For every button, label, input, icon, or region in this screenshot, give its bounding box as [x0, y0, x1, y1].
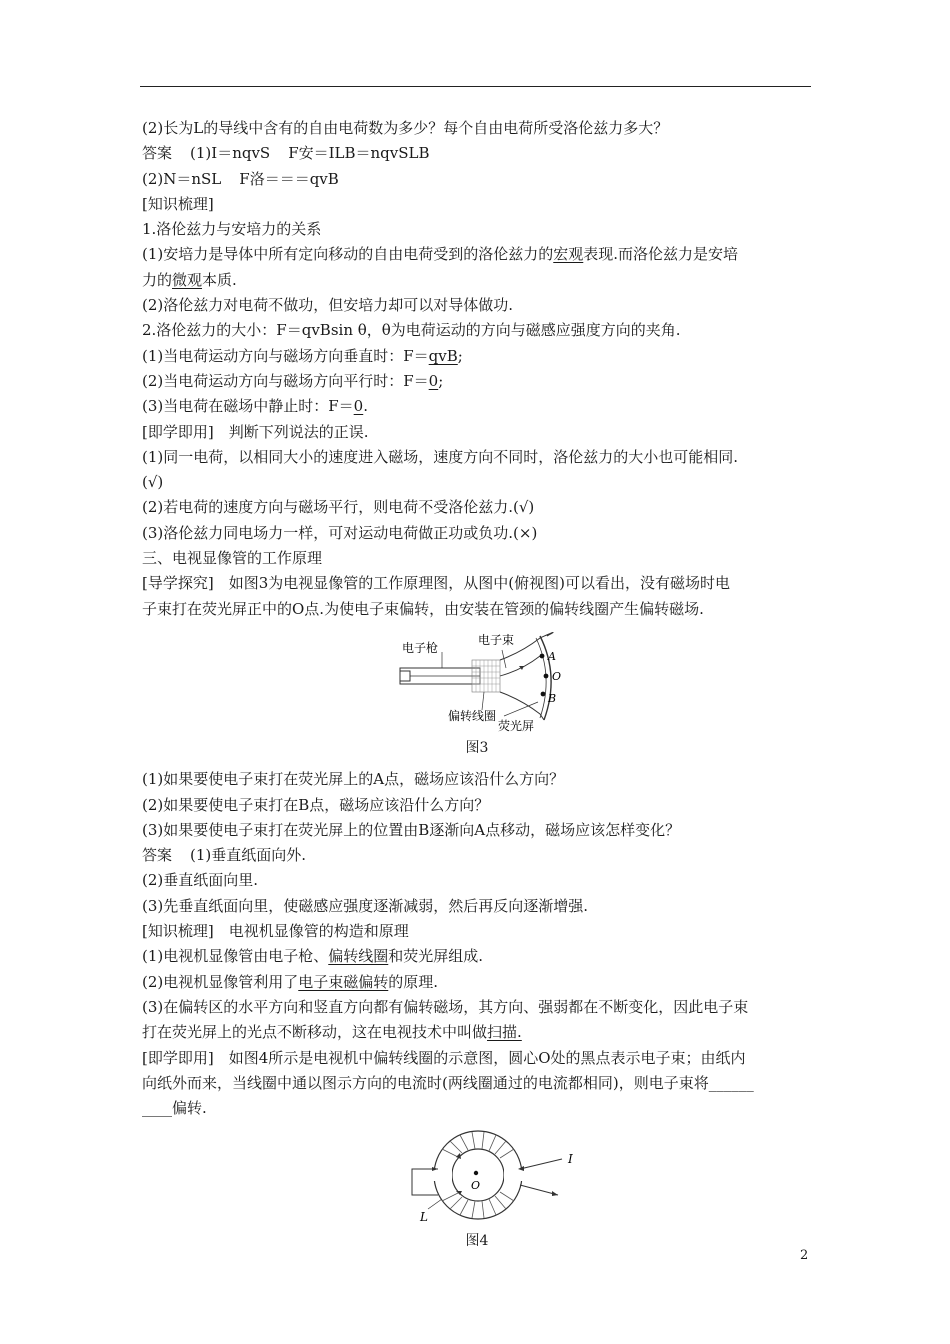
- header-rule: [140, 86, 811, 87]
- magnitude-line-1: (1)当电荷运动方向与磁场方向垂直时：F＝qvB;: [142, 346, 463, 365]
- label-O: O: [552, 669, 562, 683]
- magnitude-line-2: (2)当电荷运动方向与磁场方向平行时：F＝0;: [142, 371, 444, 390]
- section-3-heading: 三、电视显像管的工作原理: [142, 549, 323, 568]
- guide-explore-2: 子束打在荧光屏正中的O点.为使电子束偏转，由安装在管颈的偏转线圈产生偏转磁场.: [142, 599, 704, 618]
- deflection-coil-diagram: [142, 1129, 812, 1227]
- label-screen: 荧光屏: [498, 718, 535, 733]
- guide-explore-1: [导学探究] 如图3为电视显像管的工作原理图，从图中(俯视图)可以看出，没有磁场时电: [142, 574, 730, 593]
- relation-line-2: (2)洛伦兹力对电荷不做功，但安培力却可以对导体做功.: [142, 296, 514, 315]
- practice-1-item-3: (3)洛伦兹力同电场力一样，可对运动电荷做正功或负功.(×): [142, 523, 538, 542]
- page-body: [142, 116, 812, 1261]
- crt-scan-1: (3)在偏转区的水平方向和竖直方向都有偏转磁场，其方向、强弱都在不断变化，因此电子束: [142, 997, 749, 1016]
- question-2: (2)长为L的导线中含有的自由电荷数为多少？每个自由电荷所受洛伦兹力多大？: [142, 119, 669, 137]
- practice-1-item-1-mark: (√): [142, 473, 164, 492]
- heading-magnitude: 2.洛伦兹力的大小：F＝qvBsin θ，θ为电荷运动的方向与磁感应强度方向的夹角.: [142, 321, 681, 340]
- label-gun: 电子枪: [402, 640, 439, 655]
- question-3b: (2)如果要使电子束打在B点，磁场应该沿什么方向？: [142, 795, 490, 814]
- question-3a: (1)如果要使电子束打在荧光屏上的A点，磁场应该沿什么方向？: [142, 770, 565, 789]
- label-L: L: [420, 1210, 428, 1225]
- practice-heading-2: [即学即用] 如图4所示是电视机中偏转线圈的示意图，圆心O处的黑点表示电子束；由纸内: [142, 1048, 746, 1067]
- label-A: A: [548, 649, 556, 663]
- practice-1-item-2: (2)若电荷的速度方向与磁场平行，则电荷不受洛伦兹力.(√): [142, 498, 535, 517]
- answer-2-line: (2)N＝nSL F洛＝＝＝qvB: [142, 169, 339, 188]
- answer-3c: (3)先垂直纸面向里，使磁感应强度逐渐减弱，然后再反向逐渐增强.: [142, 896, 589, 915]
- crt-scan-2: 打在荧光屏上的光点不断移动，这在电视技术中叫做扫描.: [142, 1023, 522, 1042]
- figure-4: [142, 1129, 812, 1227]
- label-beam: 电子束: [478, 632, 515, 647]
- crt-diagram: [142, 630, 812, 734]
- answer-1-line: 答案 (1)I＝nqvS F安＝ILB＝nqvSLB: [142, 144, 430, 163]
- crt-principle: (2)电视机显像管利用了电子束磁偏转的原理.: [142, 972, 439, 991]
- page-number: 2: [800, 1248, 809, 1263]
- label-center-O: O: [471, 1179, 481, 1193]
- crt-structure: (1)电视机显像管由电子枪、偏转线圈和荧光屏组成.: [142, 947, 484, 966]
- relation-line-1: (1)安培力是导体中所有定向移动的自由电荷受到的洛伦兹力的宏观表现.而洛伦兹力是安培: [142, 245, 739, 264]
- label-I: I: [568, 1152, 573, 1167]
- label-coil: 偏转线圈: [448, 708, 497, 723]
- practice-2-line-2: 向纸外而来，当线圈中通以图示方向的电流时(两线圈通过的电流都相同)，则电子束将______: [142, 1073, 754, 1092]
- figure-4-caption: 图4: [465, 1233, 489, 1250]
- knowledge-heading-1: [知识梳理]: [142, 194, 214, 213]
- question-3c: (3)如果要使电子束打在荧光屏上的位置由B逐渐向A点移动，磁场应该怎样变化？: [142, 820, 681, 839]
- answer-3-line: 答案 (1)垂直纸面向外.: [142, 846, 307, 865]
- practice-1-item-1: (1)同一电荷，以相同大小的速度进入磁场，速度方向不同时，洛伦兹力的大小也可能相同.: [142, 447, 739, 466]
- figure-3-caption: 图3: [465, 739, 489, 756]
- figure-3: [142, 630, 812, 734]
- label-B: B: [548, 691, 557, 705]
- practice-2-line-3: ____偏转.: [142, 1099, 207, 1118]
- practice-heading-1: [即学即用] 判断下列说法的正误.: [142, 422, 369, 441]
- magnitude-line-3: (3)当电荷在磁场中静止时：F＝0.: [142, 397, 368, 416]
- answer-3b: (2)垂直纸面向里.: [142, 871, 259, 890]
- relation-line-1b: 力的微观本质.: [142, 270, 237, 289]
- knowledge-heading-2: [知识梳理] 电视机显像管的构造和原理: [142, 922, 409, 941]
- heading-relation: 1.洛伦兹力与安培力的关系: [142, 220, 322, 239]
